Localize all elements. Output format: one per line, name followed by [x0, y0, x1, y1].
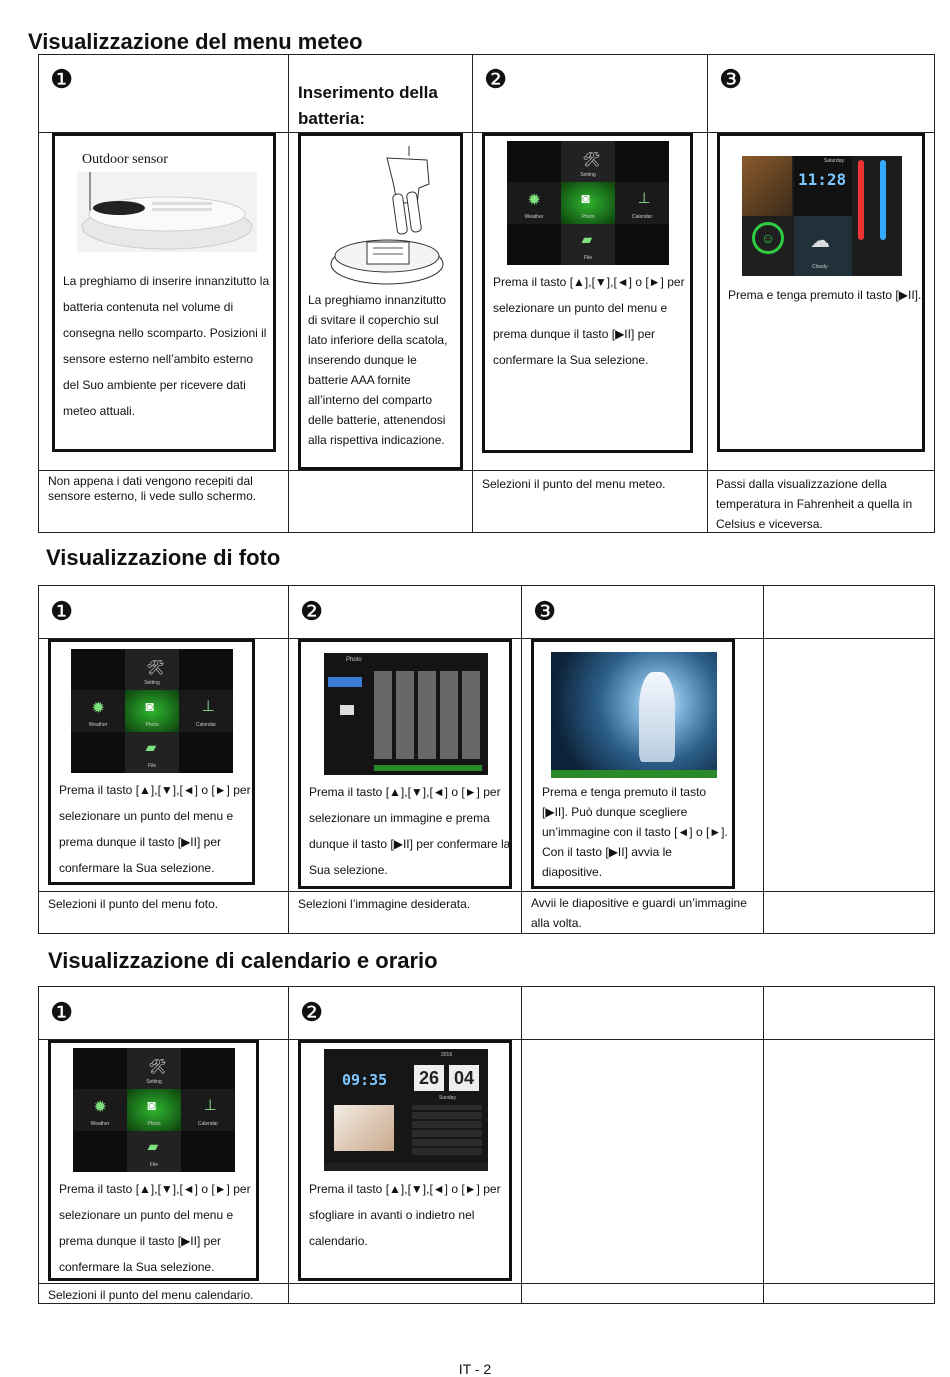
photo-camera-icon: ◙ [147, 1096, 156, 1113]
menu-label-photo: Photo [581, 213, 595, 220]
weather-col2-line: batterie AAA fornite [308, 373, 411, 387]
menu-label-file: File [583, 254, 592, 261]
photo-col3-line: Con il tasto [▶II] avvia le [542, 845, 672, 859]
weather-col4-line: Prema e tenga premuto il tasto [▶II]. [728, 288, 922, 302]
calendar-icon: ⊥ [637, 189, 651, 207]
slideshow-status-bar [551, 770, 717, 778]
menu-label-weather: Weather [90, 1120, 110, 1127]
weather-screen [742, 156, 902, 276]
battery-panel [298, 133, 463, 470]
folder-icon: ▰ [581, 231, 593, 248]
photo-status-bar [374, 765, 482, 771]
main-menu-screen [71, 649, 233, 773]
calendar-month: 04 [449, 1065, 479, 1091]
weather-clock: 11:28 [798, 170, 847, 189]
calendar-step-1: ❶ [50, 997, 74, 1027]
page-number: IT - 2 [458, 1361, 492, 1377]
photo-col2-line: Prema il tasto [▲],[▼],[◄] o [►] per [309, 785, 501, 799]
menu-label-photo: Photo [147, 1120, 161, 1127]
photo-col2-line: dunque il tasto [▶II] per confermare la [309, 837, 511, 851]
section-title-calendar: Visualizzazione di calendario e orario [48, 948, 438, 973]
weather-col1-line: del Suo ambiente per ricevere dati [63, 378, 246, 392]
weather-state: Cloudy [812, 264, 828, 270]
photo-col3-line: un’immagine con il tasto [◄] o [►]. [542, 825, 728, 839]
photo-step-3: ❸ [533, 596, 557, 626]
step-number-1: ❶ [50, 64, 74, 94]
weather-col2-line: all’interno del comparto [308, 393, 433, 407]
calendar-caption-1: Selezioni il punto del menu calendario. [48, 1288, 254, 1302]
slideshow-panel [531, 639, 735, 889]
weather-sun-icon: ✹ [91, 699, 105, 717]
menu-label-setting: Setting [580, 172, 596, 179]
calendar-col2-line: sfogliare in avanti o indietro nel [309, 1208, 475, 1222]
calendar-col1-line: confermare la Sua selezione. [59, 1260, 215, 1274]
setting-icon: 🛠 [148, 1058, 167, 1075]
usb-icon [328, 677, 362, 687]
photo-col2-line: Sua selezione. [309, 863, 388, 877]
weather-col2-line: delle batterie, attenendosi [308, 413, 446, 427]
folder-icon: ▰ [145, 739, 157, 756]
weather-caption-3: Selezioni il punto del menu meteo. [482, 477, 666, 491]
photo-browser-title: Photo [346, 657, 362, 663]
main-menu-screen [73, 1048, 235, 1172]
calendar-year: 2016 [441, 1052, 453, 1058]
weather-col2-line: alla rispettiva indicazione. [308, 433, 445, 447]
calendar-clock: 09:35 [342, 1071, 388, 1089]
photo-step-2: ❷ [300, 596, 324, 626]
photo-caption-3: Avvii le diapositive e guardi un’immagine alla volta. [531, 896, 747, 930]
sensor-label: Outdoor sensor [82, 152, 168, 167]
slideshow-screen [551, 652, 717, 778]
menu-label-calendar: Calendar [631, 213, 653, 220]
weather-col2-line: La preghiamo innanzitutto [308, 293, 447, 307]
weather-col1-line: La preghiamo di inserire innanzitutto la [63, 274, 270, 288]
battery-heading: Inserimento della batteria: [298, 83, 438, 128]
section-title-photo: Visualizzazione di foto [46, 545, 281, 570]
photo-col1-line: confermare la Sua selezione. [59, 861, 215, 875]
menu-label-file: File [149, 1161, 158, 1168]
fairy-figure [639, 672, 675, 762]
weather-col3-line: Prema il tasto [▲],[▼],[◄] o [►] per [493, 275, 685, 289]
outdoor-sensor-panel [52, 133, 276, 452]
photo-browser-screen [324, 653, 488, 775]
weather-col2-line: di svitare il coperchio sul [308, 313, 439, 327]
menu-label-photo: Photo [145, 721, 159, 728]
weather-sun-icon: ✹ [527, 191, 541, 209]
menu-label-setting: Setting [144, 680, 160, 687]
photo-step-1: ❶ [50, 596, 74, 626]
weather-caption-1: Non appena i dati vengono recepiti dal sensore esterno, li vede sullo schermo. [48, 474, 257, 503]
menu-panel-weather [482, 133, 693, 453]
weather-col2-line: lato inferiore della scatola, [308, 333, 448, 347]
weather-col3-line: prema dunque il tasto [▶II] per [493, 327, 655, 341]
photo-camera-icon: ◙ [145, 697, 154, 714]
smiley-icon: ☺ [752, 222, 784, 254]
calendar-weekday: Sunday [439, 1095, 456, 1101]
menu-label-calendar: Calendar [197, 1120, 219, 1127]
setting-icon: 🛠 [146, 659, 165, 676]
calendar-day: 26 [414, 1065, 444, 1091]
weather-col2-line: inserendo dunque le [308, 353, 417, 367]
calendar-step-2: ❷ [300, 997, 324, 1027]
menu-label-setting: Setting [146, 1079, 162, 1086]
calendar-col2-line: calendario. [309, 1234, 368, 1248]
calendar-col1-line: prema dunque il tasto [▶II] per [59, 1234, 221, 1248]
calendar-status-bar [324, 1163, 488, 1171]
photo-menu-panel [48, 639, 255, 885]
calendar-col2-line: Prema il tasto [▲],[▼],[◄] o [►] per [309, 1182, 501, 1196]
setting-icon: 🛠 [582, 151, 601, 168]
photo-col3-line: diapositive. [542, 865, 603, 879]
calendar-photo [334, 1105, 394, 1151]
step-number-3: ❸ [719, 64, 743, 94]
weather-col1-line: consegna nello scomparto. Posizioni il [63, 326, 267, 340]
humidity-icon [880, 160, 886, 240]
weather-sun-icon: ✹ [93, 1098, 107, 1116]
weather-col3-line: confermare la Sua selezione. [493, 353, 649, 367]
photo-col2-line: selezionare un immagine e prema [309, 811, 490, 825]
main-menu-screen [507, 141, 669, 265]
weather-col1-line: meteo attuali. [63, 404, 136, 418]
menu-label-weather: Weather [524, 213, 544, 220]
weather-col1-line: sensore esterno nell’ambito esterno [63, 352, 254, 366]
calendar-month-grid [412, 1105, 482, 1155]
folder-icon: ▰ [147, 1138, 159, 1155]
photo-caption-1: Selezioni il punto del menu foto. [48, 897, 219, 911]
photo-col3-line: [▶II]. Può dunque scegliere [542, 805, 688, 819]
calendar-icon: ⊥ [203, 1096, 217, 1114]
photo-caption-2: Selezioni l’immagine desiderata. [298, 897, 471, 911]
calendar-screen-panel [298, 1040, 512, 1281]
weather-caption-4: Passi dalla visualizzazione della temperatura in Fahrenheit a quella in Celsius e viceversa. [716, 477, 913, 531]
weather-screen-panel [717, 133, 925, 452]
photo-camera-icon: ◙ [581, 189, 590, 206]
cloud-icon: ☁ [810, 230, 830, 252]
thermometer-icon [858, 160, 864, 240]
outdoor-sensor-image [77, 172, 257, 282]
section-title-weather: Visualizzazione del menu meteo [28, 29, 363, 54]
battery-diagram [317, 142, 447, 292]
photo-col1-line: prema dunque il tasto [▶II] per [59, 835, 221, 849]
calendar-col1-line: Prema il tasto [▲],[▼],[◄] o [►] per [59, 1182, 251, 1196]
calendar-col1-line: selezionare un punto del menu e [59, 1208, 234, 1222]
weather-col1-line: batteria contenuta nel volume di [63, 300, 234, 314]
menu-label-file: File [147, 762, 156, 769]
photo-col1-line: selezionare un punto del menu e [59, 809, 234, 823]
weather-day: Saturday [824, 158, 845, 164]
photo-browser-panel [298, 639, 512, 889]
calendar-screen [324, 1049, 488, 1171]
step-number-2: ❷ [484, 64, 508, 94]
thumbnail-grid [374, 671, 482, 759]
sd-card-icon [340, 705, 354, 715]
menu-label-weather: Weather [88, 721, 108, 728]
weather-col3-line: selezionare un punto del menu e [493, 301, 668, 315]
calendar-icon: ⊥ [201, 697, 215, 715]
photo-col3-line: Prema e tenga premuto il tasto [542, 785, 707, 799]
menu-label-calendar: Calendar [195, 721, 217, 728]
photo-col1-line: Prema il tasto [▲],[▼],[◄] o [►] per [59, 783, 251, 797]
calendar-menu-panel [48, 1040, 259, 1281]
